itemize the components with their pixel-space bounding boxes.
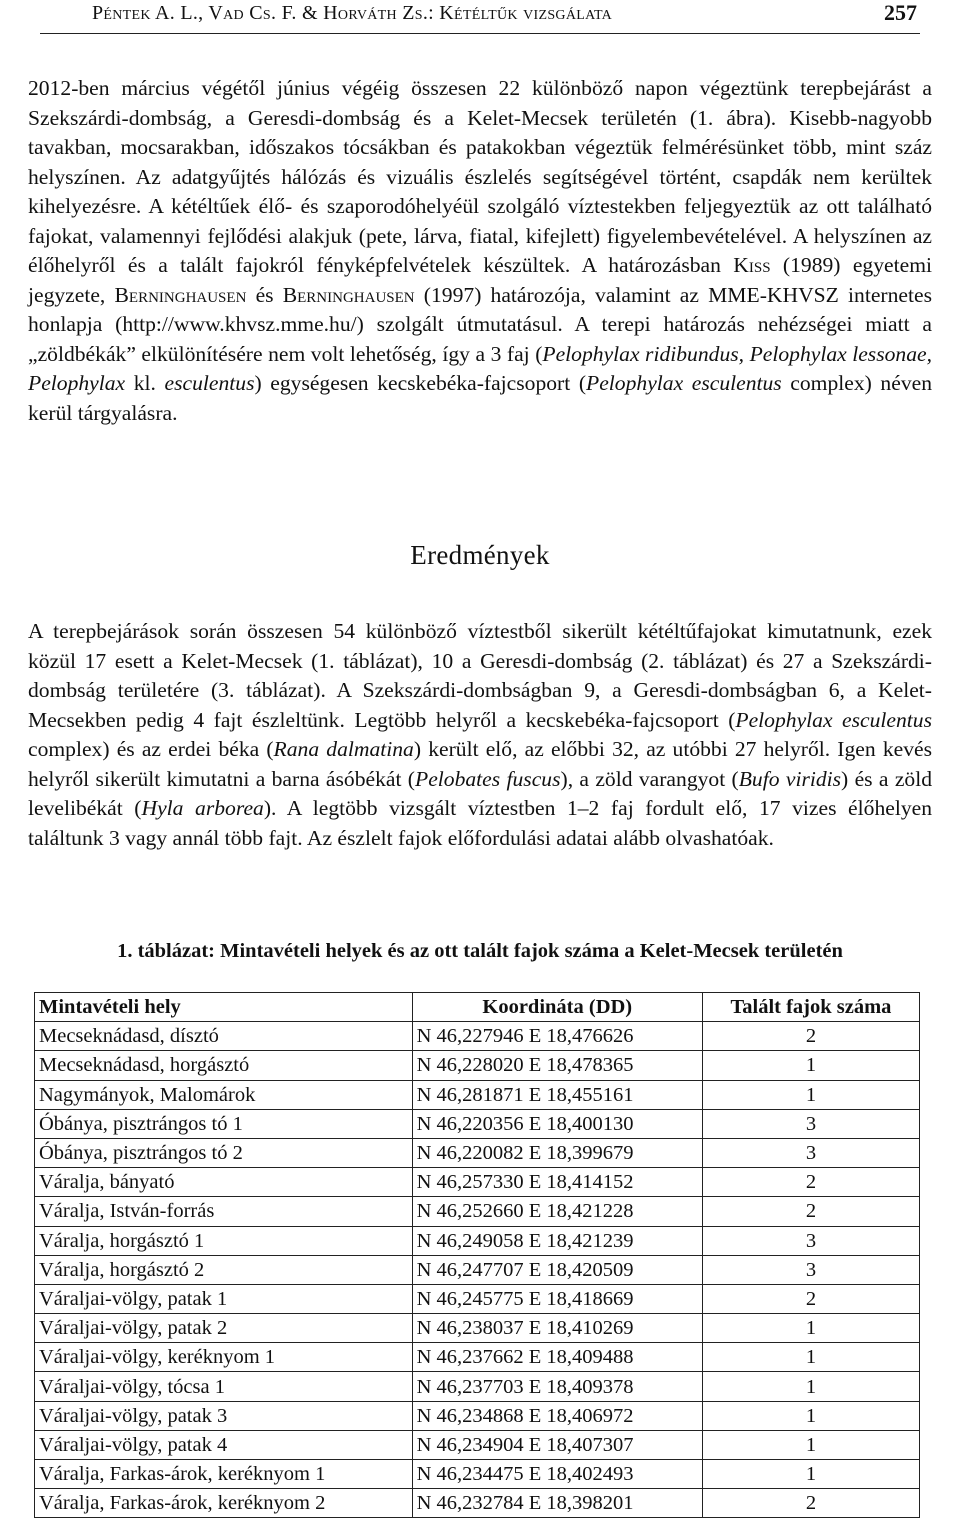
species-count-cell: 2 — [702, 1197, 919, 1226]
table-row — [35, 1401, 920, 1430]
coordinate-cell: N 46,281871 E 18,455161 — [412, 1080, 702, 1109]
table-row — [35, 1197, 920, 1226]
table-row — [35, 1430, 920, 1459]
coordinate-cell: N 46,247707 E 18,420509 — [412, 1255, 702, 1284]
coordinate-cell: N 46,238037 E 18,410269 — [412, 1314, 702, 1343]
text-run: complex) néven kerül tárgyalásra. — [28, 371, 932, 425]
table-row — [35, 1022, 920, 1051]
column-header-coordinate: Koordináta (DD) — [412, 993, 702, 1022]
author-name: Berninghausen — [282, 282, 415, 307]
table-header-row — [35, 993, 920, 1022]
species-name: esculentus — [164, 371, 255, 395]
author-name: Berninghausen — [114, 282, 247, 307]
species-count-cell: 3 — [702, 1109, 919, 1138]
coordinate-cell: N 46,249058 E 18,421239 — [412, 1226, 702, 1255]
methods-paragraph — [28, 74, 932, 428]
species-count-cell: 1 — [702, 1401, 919, 1430]
species-count-cell: 1 — [702, 1343, 919, 1372]
coordinate-cell: N 46,228020 E 18,478365 — [412, 1051, 702, 1080]
table-row — [35, 1489, 920, 1518]
text-run: complex) és az erdei béka ( — [28, 737, 274, 761]
text-run: ). A legtöbb vizsgált víztestben 1–2 faj fordult elő, 17 vizes élőhelyen találtunk 3 vagy annál több fajt. Az észlelt fajok előfordulási adatai alább olvashatóak. — [28, 796, 932, 850]
species-count-cell: 2 — [702, 1168, 919, 1197]
table-row — [35, 1255, 920, 1284]
species-count-cell: 3 — [702, 1226, 919, 1255]
coordinate-cell: N 46,227946 E 18,476626 — [412, 1022, 702, 1051]
site-cell: Váraljai-völgy, patak 1 — [35, 1284, 413, 1313]
species-count-cell: 1 — [702, 1314, 919, 1343]
text-run: ), a zöld varangyot ( — [560, 766, 739, 791]
coordinate-cell: N 46,220082 E 18,399679 — [412, 1138, 702, 1167]
coordinate-cell: N 46,234904 E 18,407307 — [412, 1430, 702, 1459]
text-run: (1997) határozója, valamint az MME-KHVSZ internetes honlapja (http://www.khvsz.mme.hu/) szolgált útmutatásul. A terepi határozás nehézségei miatt a „zöldbékák” elkülönítésére nem volt lehetőség, így a 3 faj ( — [28, 282, 932, 366]
species-name: Pelophylax ridibundus, Pelophylax lessonae, Pelophylax — [28, 341, 932, 395]
text-run: ) került elő, az előbbi 32, az utóbbi 27 helyről. Igen kevés helyről sikerült kimutatni a barna ásóbékát ( — [28, 737, 932, 791]
coordinate-cell: N 46,234475 E 18,402493 — [412, 1460, 702, 1489]
species-count-cell: 2 — [702, 1284, 919, 1313]
text-run: A terepbejárások során összesen 54 különböző víztestből sikerült kétéltűfajokat kimutatnunk, ezek közül 17 esett a Kelet-Mecsek (1. táblázat), 10 a Geresdi-dombság (2. táblázat) és 27 a Szekszárdi-dombság területére (3. táblázat). A Szekszárdi-dombságban 9, a Geresdi-dombságban 6, a Kelet-Mecsekben pedig 4 fajt észleltünk. Legtöbb helyről a kecskebéka-fajcsoport ( — [28, 619, 932, 732]
running-header — [40, 0, 920, 34]
site-cell: Váraljai-völgy, tócsa 1 — [35, 1372, 413, 1401]
table-row — [35, 1051, 920, 1080]
species-count-cell: 3 — [702, 1138, 919, 1167]
table-row — [35, 1109, 920, 1138]
site-cell: Váralja, horgásztó 2 — [35, 1255, 413, 1284]
table-row — [35, 1138, 920, 1167]
author-name: Kiss — [733, 253, 771, 277]
table-row — [35, 1168, 920, 1197]
page-number: 257 — [884, 0, 917, 25]
species-count-cell: 1 — [702, 1080, 919, 1109]
site-cell: Nagymányok, Malomárok — [35, 1080, 413, 1109]
table-row — [35, 1314, 920, 1343]
table-row — [35, 1372, 920, 1401]
site-cell: Váraljai-völgy, patak 2 — [35, 1314, 413, 1343]
table-row — [35, 1284, 920, 1313]
text-run: 2012-ben március végétől június végéig összesen 22 különböző napon végeztünk terepbejárást a Szekszárdi-dombság, a Geresdi-dombság és a Kelet-Mecsek területén (1. ábra). Kisebb-nagyobb tavakban, mocsarakban, időszakos tócsákban és patakokban végeztük felmérésünket több, mint száz helyszínen. Az adatgyűjtés hálózás és vizuális észlelés segítségével történt, csapdák nem kerültek kihelyezésre. A kétéltűek élő- és szaporodóhelyéül szolgáló víztestekben feljegyeztük az ott található fajokat, valamennyi fejlődési alakjuk (pete, lárva, fiatal, kifejlett) figyelembevételével. A helyszínen az élőhelyről és a talált fajokról fényképfelvételek készültek. A határozásban — [28, 76, 932, 277]
column-header-species-count: Talált fajok száma — [702, 993, 919, 1022]
text-run: ) és a zöld levelibékát ( — [28, 766, 932, 820]
column-header-site: Mintavételi hely — [35, 993, 413, 1022]
species-count-cell: 1 — [702, 1372, 919, 1401]
species-count-cell: 2 — [702, 1489, 919, 1518]
coordinate-cell: N 46,257330 E 18,414152 — [412, 1168, 702, 1197]
site-cell: Váraljai-völgy, patak 4 — [35, 1430, 413, 1459]
site-cell: Mecseknádasd, horgásztó — [35, 1051, 413, 1080]
table-row — [35, 1460, 920, 1489]
table-row — [35, 1343, 920, 1372]
site-cell: Váralja, Farkas-árok, keréknyom 2 — [35, 1489, 413, 1518]
text-run: ) egységesen kecskebéka-fajcsoport ( — [254, 371, 587, 395]
site-cell: Váraljai-völgy, patak 3 — [35, 1401, 413, 1430]
species-name: Hyla arborea — [141, 796, 264, 820]
text-run: (1989) egyetemi jegyzete, — [28, 253, 932, 307]
site-cell: Váralja, István-forrás — [35, 1197, 413, 1226]
table-body — [35, 1022, 920, 1518]
header-authors: Péntek A. L., Vad Cs. F. & Horváth Zs.: Kétéltűk vizsgálata — [92, 2, 613, 24]
section-title: Eredmények — [410, 540, 550, 570]
species-name: Pelophylax esculentus — [586, 371, 782, 395]
species-count-cell: 2 — [702, 1022, 919, 1051]
table-row — [35, 1226, 920, 1255]
species-name: Pelobates fuscus — [415, 766, 561, 791]
site-cell: Váralja, horgásztó 1 — [35, 1226, 413, 1255]
table-caption: 1. táblázat: Mintavételi helyek és az ott talált fajok száma a Kelet-Mecsek területén — [117, 940, 843, 962]
species-count-cell: 1 — [702, 1460, 919, 1489]
species-name: Pelophylax esculentus — [735, 707, 932, 732]
site-cell: Váralja, bányató — [35, 1168, 413, 1197]
species-name: Rana dalmatina — [273, 737, 414, 761]
site-cell: Mecseknádasd, dísztó — [35, 1022, 413, 1051]
header-rule — [40, 33, 920, 34]
results-paragraph — [28, 617, 932, 853]
coordinate-cell: N 46,252660 E 18,421228 — [412, 1197, 702, 1226]
coordinate-cell: N 46,245775 E 18,418669 — [412, 1284, 702, 1313]
site-cell: Váraljai-völgy, keréknyom 1 — [35, 1343, 413, 1372]
table-row — [35, 1080, 920, 1109]
site-cell: Váralja, Farkas-árok, keréknyom 1 — [35, 1460, 413, 1489]
species-name: Bufo viridis — [738, 766, 842, 791]
coordinate-cell: N 46,232784 E 18,398201 — [412, 1489, 702, 1518]
text-run: és — [246, 282, 283, 307]
text-run: kl. — [125, 371, 165, 395]
coordinate-cell: N 46,237662 E 18,409488 — [412, 1343, 702, 1372]
site-cell: Óbánya, pisztrángos tó 2 — [35, 1138, 413, 1167]
coordinate-cell: N 46,220356 E 18,400130 — [412, 1109, 702, 1138]
species-count-cell: 3 — [702, 1255, 919, 1284]
sampling-sites-table — [34, 992, 920, 1518]
species-count-cell: 1 — [702, 1430, 919, 1459]
coordinate-cell: N 46,237703 E 18,409378 — [412, 1372, 702, 1401]
coordinate-cell: N 46,234868 E 18,406972 — [412, 1401, 702, 1430]
site-cell: Óbánya, pisztrángos tó 1 — [35, 1109, 413, 1138]
species-count-cell: 1 — [702, 1051, 919, 1080]
